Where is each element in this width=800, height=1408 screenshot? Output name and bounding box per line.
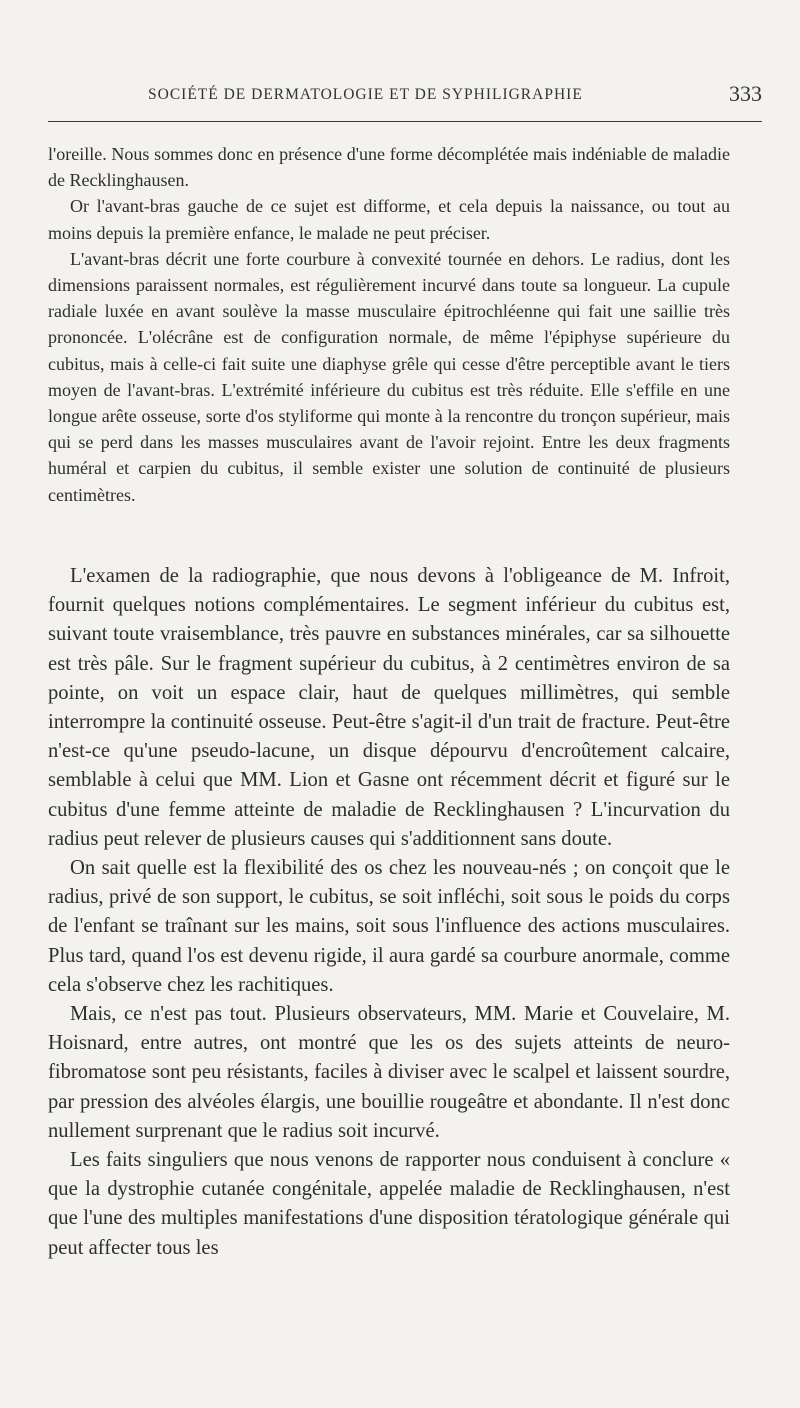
paragraph: Les faits singuliers que nous venons de rapporter nous conduisent à conclure « que la dystrophie cutanée congénitale, appelée maladie de Recklinghausen, n'est que l'une des multiples manifestations d'une disposition tératologique générale qui peut affecter tous les [48, 1149, 730, 1259]
header-rule [48, 121, 762, 122]
running-title: SOCIÉTÉ DE DERMATOLOGIE ET DE SYPHILIGRAPHIE [148, 86, 583, 103]
paragraph: l'oreille. Nous sommes donc en présence d'une forme décomplétée mais indéniable de maladie de Recklinghausen. [48, 144, 730, 191]
page-header [48, 81, 762, 110]
paragraph: L'avant-bras décrit une forte courbure à convexité tournée en dehors. Le radius, dont les dimensions paraissent normales, est régulièrement incurvé dans toute sa longueur. La cupule radiale luxée en avant soulève la masse musculaire épitrochléenne qui fait une saillie très prononcée. L'olécrâne est de configuration normale, de même l'épiphyse supérieure du cubitus, mais à celle-ci fait suite une diaphyse grêle qui cesse d'être perceptible avant le tiers moyen de l'avant-bras. L'extrémité inférieure du cubitus est très réduite. Elle s'effile en une longue arête osseuse, sorte d'os styliforme qui monte à la rencontre du tronçon supérieur, mais qui se perd dans les masses musculaires avant de l'avoir rejoint. Entre les deux fragments huméral et carpien du cubitus, il semble exister une solution de continuité de plusieurs centimètres. [48, 248, 730, 505]
paragraph: On sait quelle est la flexibilité des os chez les nouveau-nés ; on conçoit que le radius, privé de son support, le cubitus, se soit infléchi, soit sous le poids du corps de l'enfant se traînant sur les mains, soit sous l'influence des actions musculaires. Plus tard, quand l'os est devenu rigide, il aura gardé sa courbure anormale, comme cela s'observe chez les rachitiques. [48, 857, 730, 996]
page-number: 333 [729, 81, 762, 106]
paragraph: Or l'avant-bras gauche de ce sujet est difforme, et cela depuis la naissance, ou tout au moins depuis la première enfance, le malade ne peut préciser. [48, 196, 730, 243]
discussion-block [48, 562, 730, 1263]
paragraph: Mais, ce n'est pas tout. Plusieurs observateurs, MM. Marie et Couvelaire, M. Hoisnard, entre autres, ont montré que les os des sujets atteints de neuro-fibromatose sont peu résistants, faciles à diviser avec le scalpel et laissent sourdre, par pression des alvéoles élargis, une bouillie rougeâtre et abondante. Il n'est donc nullement surprenant que le radius soit incurvé. [48, 1003, 730, 1142]
paragraph: L'examen de la radiographie, que nous devons à l'obligeance de M. Infroit, fournit quelques notions complémentaires. Le segment inférieur du cubitus est, suivant toute vraisemblance, très pauvre en substances minérales, car sa silhouette est très pâle. Sur le fragment supérieur du cubitus, à 2 centimètres environ de sa pointe, on voit un espace clair, haut de quelques millimètres, qui semble interrompre la continuité osseuse. Peut-être s'agit-il d'un trait de fracture. Peut-être n'est-ce qu'une pseudo-lacune, un disque dépourvu d'encroûtement calcaire, semblable à celui que MM. Lion et Gasne ont récemment décrit et figuré sur le cubitus d'une femme atteinte de maladie de Recklinghausen ? L'incurvation du radius peut relever de plusieurs causes qui s'additionnent sans doute. [48, 565, 730, 850]
case-description-block [48, 141, 730, 508]
